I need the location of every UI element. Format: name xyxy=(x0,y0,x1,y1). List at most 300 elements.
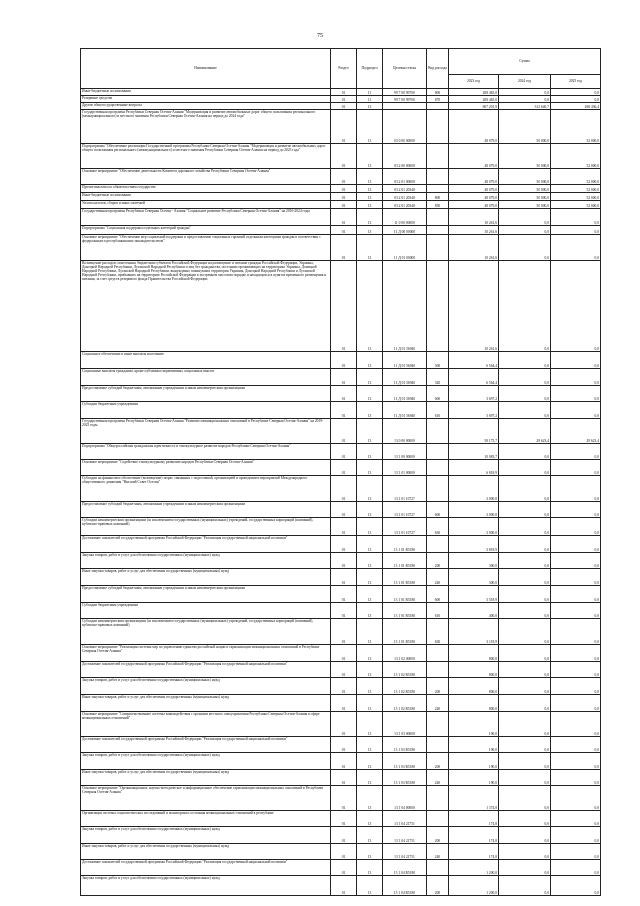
row-target-article: 13 1 03 R5180 xyxy=(383,753,427,770)
row-target-article: 13 1 04 00000 xyxy=(383,786,427,811)
row-name: Другие общегосударственные вопросы xyxy=(81,103,331,110)
row-amount-2024: 0,0 xyxy=(499,827,551,844)
row-section: 01 xyxy=(331,89,357,96)
row-section: 01 xyxy=(331,144,357,169)
row-amount-2024: 0,0 xyxy=(499,860,551,876)
row-subsection: 13 xyxy=(357,619,383,645)
row-amount-2025: 0,0 xyxy=(551,662,601,678)
row-subsection: 13 xyxy=(357,811,383,827)
row-target-article: 11 0 00 00000 xyxy=(383,209,427,226)
row-name: Основное мероприятие "Организационное, научно-методическое и информационное обеспечение гармонизации межнациональных отношений в Республике Северная Осетия-Алания" xyxy=(81,786,331,811)
table-row xyxy=(81,460,601,476)
row-amount-2023: 1 200,0 xyxy=(449,860,499,876)
row-amount-2024: 0,0 xyxy=(499,553,551,569)
row-subsection: 13 xyxy=(357,860,383,876)
row-expense-type xyxy=(427,103,449,110)
header-year-2023: 2023 год xyxy=(449,75,499,89)
row-target-article: 13 0 00 00000 xyxy=(383,419,427,444)
header-year-2025: 2025 год xyxy=(551,75,601,89)
row-amount-2023: 3 000,0 xyxy=(449,476,499,502)
row-target-article: 99 7 00 99700 xyxy=(383,89,427,96)
row-amount-2023: 400,0 xyxy=(449,603,499,619)
table-row xyxy=(81,103,601,110)
row-expense-type: 800 xyxy=(427,89,449,96)
row-amount-2025: 0,0 xyxy=(551,553,601,569)
row-section: 01 xyxy=(331,103,357,110)
row-amount-2025: 0,0 xyxy=(551,737,601,753)
row-expense-type: 600 xyxy=(427,586,449,603)
row-amount-2024: 0,0 xyxy=(499,786,551,811)
table-row xyxy=(81,193,601,201)
row-expense-type xyxy=(427,860,449,876)
row-expense-type: 630 xyxy=(427,518,449,536)
row-section: 01 xyxy=(331,209,357,226)
row-amount-2025: 0,0 xyxy=(551,369,601,386)
row-amount-2024: 0,0 xyxy=(499,586,551,603)
table-row xyxy=(81,770,601,786)
row-name: Подпрограмма "Социальная поддержка отдельных категорий граждан" xyxy=(81,226,331,235)
row-amount-2024: 0,0 xyxy=(499,352,551,369)
table-row xyxy=(81,569,601,586)
row-section: 01 xyxy=(331,96,357,103)
row-expense-type xyxy=(427,235,449,261)
row-amount-2024: 0,0 xyxy=(499,712,551,737)
row-amount-2024: 0,0 xyxy=(499,460,551,476)
row-target-article: 13 1 03 R5180 xyxy=(383,737,427,753)
row-amount-2025: 0,0 xyxy=(551,226,601,235)
row-name: Государственная программа Республики Северная Осетия-Алания "Развитие межнациональных отношений в Республике Северная Осетия-Алания" на 2019-2025 годы xyxy=(81,419,331,444)
row-amount-2024: 50 000,0 xyxy=(499,144,551,169)
row-amount-2024: 0,0 xyxy=(499,235,551,261)
row-amount-2025: 0,0 xyxy=(551,235,601,261)
row-subsection: 13 xyxy=(357,476,383,502)
row-amount-2023: 10 261,6 xyxy=(449,209,499,226)
row-target-article: 13 1 03 00000 xyxy=(383,712,427,737)
table-row xyxy=(81,185,601,193)
table-row xyxy=(81,369,601,386)
row-section: 01 xyxy=(331,518,357,536)
table-row xyxy=(81,261,601,352)
row-amount-2023: 48 079,0 xyxy=(449,193,499,201)
row-section: 01 xyxy=(331,419,357,444)
row-amount-2023: 10 261,6 xyxy=(449,261,499,352)
row-target-article: 11 Д 01 56940 xyxy=(383,352,427,369)
header-expense-type: Вид расхода xyxy=(427,49,449,89)
header-subsection: Подраздел xyxy=(357,49,383,89)
row-section: 01 xyxy=(331,645,357,662)
row-name: Уплата налогов, сборов и иных платежей xyxy=(81,201,331,209)
row-expense-type: 240 xyxy=(427,844,449,860)
header-amount: Сумма xyxy=(449,49,601,75)
row-name: Субсидии бюджетным учреждениям xyxy=(81,603,331,619)
row-name: Достижение показателей государственной программы Российской Федерации "Реализация государственной национальной политики" xyxy=(81,737,331,753)
row-expense-type xyxy=(427,662,449,678)
row-subsection: 13 xyxy=(357,169,383,185)
row-amount-2025: 0,0 xyxy=(551,476,601,502)
row-expense-type xyxy=(427,645,449,662)
row-amount-2025: 0,0 xyxy=(551,518,601,536)
row-amount-2025: 52 000,0 xyxy=(551,169,601,185)
row-amount-2024: 50 000,0 xyxy=(499,193,551,201)
table-row xyxy=(81,827,601,844)
row-target-article: 11 Д 01 56940 xyxy=(383,261,427,352)
row-expense-type xyxy=(427,737,449,753)
row-target-article: 11 Д 01 56940 xyxy=(383,369,427,386)
row-amount-2024: 0,0 xyxy=(499,386,551,402)
row-subsection: 13 xyxy=(357,103,383,110)
row-section: 01 xyxy=(331,678,357,695)
row-section: 01 xyxy=(331,476,357,502)
row-subsection: 13 xyxy=(357,261,383,352)
row-target-article: 13 1 01 10727 xyxy=(383,476,427,502)
row-amount-2023: 1 374,8 xyxy=(449,786,499,811)
row-subsection: 13 xyxy=(357,419,383,444)
row-section: 01 xyxy=(331,844,357,860)
row-subsection: 13 xyxy=(357,369,383,386)
row-amount-2023: 800,0 xyxy=(449,662,499,678)
row-section: 01 xyxy=(331,569,357,586)
row-amount-2024: 0,0 xyxy=(499,89,551,96)
row-amount-2023: 3 818,9 xyxy=(449,536,499,553)
row-expense-type: 600 xyxy=(427,502,449,518)
row-amount-2024: 0,0 xyxy=(499,209,551,226)
row-amount-2024: 0,0 xyxy=(499,476,551,502)
row-amount-2024: 0,0 xyxy=(499,603,551,619)
row-expense-type xyxy=(427,209,449,226)
table-row xyxy=(81,695,601,712)
row-amount-2025: 0,0 xyxy=(551,712,601,737)
row-amount-2025: 0,0 xyxy=(551,786,601,811)
row-target-article: 13 1 00 00000 xyxy=(383,444,427,460)
row-section: 01 xyxy=(331,110,357,144)
row-expense-type: 610 xyxy=(427,402,449,419)
row-target-article: 11 Д 01 00000 xyxy=(383,235,427,261)
row-target-article: 13 1 02 00000 xyxy=(383,645,427,662)
row-subsection: 13 xyxy=(357,695,383,712)
row-target-article: 99 7 00 99700 xyxy=(383,96,427,103)
row-expense-type: 610 xyxy=(427,603,449,619)
row-name: Предоставление субсидий бюджетным, автономным учреждениям и иным некоммерческим организациям xyxy=(81,386,331,402)
header-year-2024: 2024 год xyxy=(499,75,551,89)
row-subsection: 11 xyxy=(357,96,383,103)
row-expense-type xyxy=(427,110,449,144)
row-amount-2023: 48 079,0 xyxy=(449,110,499,144)
row-amount-2025: 0,0 xyxy=(551,695,601,712)
row-target-article: 13 1 04 R5180 xyxy=(383,860,427,876)
table-row xyxy=(81,476,601,502)
table-row xyxy=(81,811,601,827)
row-amount-2024: 0,0 xyxy=(499,536,551,553)
row-amount-2023: 6 818,9 xyxy=(449,460,499,476)
row-amount-2025: 0,0 xyxy=(551,876,601,896)
row-subsection: 13 xyxy=(357,844,383,860)
row-amount-2023: 10 083,7 xyxy=(449,444,499,460)
row-expense-type: 200 xyxy=(427,753,449,770)
row-amount-2025: 0,0 xyxy=(551,386,601,402)
row-expense-type xyxy=(427,144,449,169)
row-expense-type: 240 xyxy=(427,770,449,786)
row-amount-2025: 0,0 xyxy=(551,645,601,662)
row-target-article: 03 2 01 00000 xyxy=(383,169,427,185)
row-amount-2024: 0,0 xyxy=(499,518,551,536)
row-amount-2025: 0,0 xyxy=(551,770,601,786)
row-amount-2025: 0,0 xyxy=(551,536,601,553)
row-amount-2023: 3 118,9 xyxy=(449,619,499,645)
row-section: 01 xyxy=(331,169,357,185)
row-name: Основное мероприятие "Обеспечение деятельности Комитета дорожного хозяйства Республики Северная Осетия-Алания" xyxy=(81,169,331,185)
row-amount-2025: 0,0 xyxy=(551,586,601,603)
table-row xyxy=(81,619,601,645)
row-amount-2025: 52 000,0 xyxy=(551,144,601,169)
table-row xyxy=(81,844,601,860)
row-section: 01 xyxy=(331,695,357,712)
row-name: Подпрограмма "Обеспечение реализации Государственной программы Республики Северная Осетия-Алания "Модернизация и развитие автомобильных дорог общего пользования регионального (межмуниципального) и местного значения Республики Северная Осетия-Алания на период до 2023 года" xyxy=(81,144,331,169)
row-name: Государственная программа Республики Северная Осетия - Алания "Социальное развитие Республики Северная Осетия-Алания" на 2016-2024 годы xyxy=(81,209,331,226)
row-target-article: 13 1 01 R5180 xyxy=(383,586,427,603)
table-row xyxy=(81,753,601,770)
row-expense-type: 870 xyxy=(427,96,449,103)
table-row xyxy=(81,169,601,185)
row-expense-type xyxy=(427,712,449,737)
row-amount-2024: 0,0 xyxy=(499,569,551,586)
row-expense-type xyxy=(427,226,449,235)
row-amount-2025: 0,0 xyxy=(551,444,601,460)
row-amount-2024: 50 000,0 xyxy=(499,169,551,185)
row-subsection: 13 xyxy=(357,536,383,553)
row-name: Государственная программа Республики Северная Осетия-Алания "Модернизация и развитие автомобильных дорог общего пользования регионального (межмуниципального) и местного значения Республики Северная Осетия-Алания на период до 2024 года" xyxy=(81,110,331,144)
row-section: 01 xyxy=(331,553,357,569)
row-name: Возмещение расходов, понесенных бюджетами субъектов Российской Федерации на размещение и питание граждан Российской Федерации, Украины, Донецкой Народной Республики, Луганской Народной Республики и лиц без гражданства, постоянно проживающих на территориях Украины, Донецкой Народной Республики, Луганской Народной Республики, вынужденно покинувших территории Украины, Донецкой Народной Республики и Луганской Народной Республики, прибывших на территорию Российской Федерации в экстренном массовом порядке и находящихся в пунктах временного размещения и питания, за счет средств резервного фонда Правительства Российской Федерации xyxy=(81,261,331,352)
row-amount-2023: 607 201,9 xyxy=(449,103,499,110)
row-amount-2024: 29 623,4 xyxy=(499,419,551,444)
row-amount-2023: 300,0 xyxy=(449,569,499,586)
header-target-article: Целевая статья xyxy=(383,49,427,89)
row-subsection: 13 xyxy=(357,678,383,695)
row-expense-type xyxy=(427,169,449,185)
row-subsection: 13 xyxy=(357,518,383,536)
row-name: Достижение показателей государственной программы Российской Федерации "Реализация государственной национальной политики" xyxy=(81,860,331,876)
row-amount-2025: 0,0 xyxy=(551,844,601,860)
row-subsection: 13 xyxy=(357,235,383,261)
row-amount-2025: 52 000,0 xyxy=(551,201,601,209)
row-amount-2023: 800,0 xyxy=(449,678,499,695)
row-target-article: 13 1 03 R5180 xyxy=(383,770,427,786)
row-target-article: 03 2 01 20340 xyxy=(383,201,427,209)
row-amount-2023: 3 000,0 xyxy=(449,502,499,518)
row-expense-type xyxy=(427,786,449,811)
row-target-article xyxy=(383,103,427,110)
row-expense-type: 630 xyxy=(427,619,449,645)
table-row xyxy=(81,712,601,737)
row-subsection: 13 xyxy=(357,603,383,619)
table-row xyxy=(81,553,601,569)
row-amount-2025: 0,0 xyxy=(551,96,601,103)
row-expense-type xyxy=(427,419,449,444)
row-expense-type: 300 xyxy=(427,352,449,369)
row-amount-2024: 0,0 xyxy=(499,226,551,235)
row-section: 01 xyxy=(331,662,357,678)
row-name: Подпрограмма "Общероссийская гражданская идентичность и этнокультурное развитие народов Республики Северная Осетия-Алания" xyxy=(81,444,331,460)
row-amount-2024: 0,0 xyxy=(499,753,551,770)
row-subsection: 13 xyxy=(357,770,383,786)
row-amount-2023: 6 564,4 xyxy=(449,352,499,369)
row-name: Закупка товаров, работ и услуг для обеспечения государственных (муниципальных) нужд xyxy=(81,553,331,569)
row-amount-2023: 10 261,6 xyxy=(449,226,499,235)
row-amount-2024: 0,0 xyxy=(499,662,551,678)
row-name: Иные бюджетные ассигнования xyxy=(81,89,331,96)
row-target-article: 13 1 04 R5180 xyxy=(383,876,427,896)
row-section: 01 xyxy=(331,352,357,369)
row-amount-2023: 800,0 xyxy=(449,695,499,712)
row-section: 01 xyxy=(331,770,357,786)
table-row xyxy=(81,402,601,419)
row-section: 01 xyxy=(331,201,357,209)
row-amount-2024: 0,0 xyxy=(499,876,551,896)
row-amount-2024: 0,0 xyxy=(499,645,551,662)
row-amount-2024: 0,0 xyxy=(499,444,551,460)
row-subsection: 13 xyxy=(357,569,383,586)
row-amount-2023: 190,0 xyxy=(449,753,499,770)
row-amount-2023: 300,0 xyxy=(449,553,499,569)
row-amount-2024: 0,0 xyxy=(499,770,551,786)
row-amount-2023: 3 697,2 xyxy=(449,386,499,402)
table-row xyxy=(81,876,601,896)
row-amount-2024: 0,0 xyxy=(499,619,551,645)
row-amount-2025: 29 623,4 xyxy=(551,419,601,444)
row-subsection: 13 xyxy=(357,402,383,419)
row-name: Субсидии бюджетным учреждениям xyxy=(81,402,331,419)
table-row xyxy=(81,386,601,402)
row-section: 01 xyxy=(331,402,357,419)
row-amount-2024: 0,0 xyxy=(499,811,551,827)
row-amount-2025: 0,0 xyxy=(551,261,601,352)
row-subsection: 13 xyxy=(357,586,383,603)
row-section: 01 xyxy=(331,386,357,402)
row-amount-2023: 48 079,0 xyxy=(449,201,499,209)
row-section: 01 xyxy=(331,460,357,476)
row-amount-2025: 0,0 xyxy=(551,402,601,419)
row-expense-type xyxy=(427,460,449,476)
row-name: Достижение показателей государственной программы Российской Федерации "Реализация государственной национальной политики" xyxy=(81,662,331,678)
row-subsection: 13 xyxy=(357,226,383,235)
row-target-article: 11 Д 01 56940 xyxy=(383,386,427,402)
row-amount-2023: 3 000,0 xyxy=(449,518,499,536)
row-target-article: 13 1 02 R5180 xyxy=(383,662,427,678)
row-section: 01 xyxy=(331,235,357,261)
row-amount-2023: 3 697,2 xyxy=(449,402,499,419)
row-section: 01 xyxy=(331,753,357,770)
row-target-article: 11 Д 00 00000 xyxy=(383,226,427,235)
row-amount-2025: 52 000,0 xyxy=(551,185,601,193)
row-section: 01 xyxy=(331,827,357,844)
page-number: 75 xyxy=(317,33,323,39)
row-name: Субсидии некоммерческим организациям (за исключением государственных (муниципальных) учреждений, государственных корпораций (компаний), публично-правовых компаний) xyxy=(81,518,331,536)
table-row xyxy=(81,201,601,209)
row-name: Социальные выплаты гражданам, кроме публичных нормативных социальных выплат xyxy=(81,369,331,386)
row-name: Основное мероприятие "Реализация системы мер по укреплению единства российской нации и гармонизации межнациональных отношений в Республике Северная Осетия-Алания" xyxy=(81,645,331,662)
table-row xyxy=(81,662,601,678)
table-row xyxy=(81,89,601,96)
row-expense-type: 600 xyxy=(427,386,449,402)
table-row xyxy=(81,226,601,235)
row-amount-2023: 190,0 xyxy=(449,770,499,786)
row-target-article: 13 1 01 10727 xyxy=(383,518,427,536)
row-section: 01 xyxy=(331,369,357,386)
row-amount-2025: 0,0 xyxy=(551,860,601,876)
row-amount-2025: 268 436,4 xyxy=(551,103,601,110)
row-amount-2023: 3 518,9 xyxy=(449,586,499,603)
row-expense-type: 200 xyxy=(427,553,449,569)
row-expense-type: 200 xyxy=(427,678,449,695)
table-row xyxy=(81,536,601,553)
table-row xyxy=(81,235,601,261)
row-amount-2023: 48 079,0 xyxy=(449,185,499,193)
row-amount-2025: 0,0 xyxy=(551,502,601,518)
row-expense-type xyxy=(427,536,449,553)
row-section: 01 xyxy=(331,876,357,896)
row-amount-2023: 6 564,4 xyxy=(449,369,499,386)
row-target-article: 13 1 01 R5180 xyxy=(383,569,427,586)
row-subsection: 13 xyxy=(357,737,383,753)
row-amount-2023: 58 175,7 xyxy=(449,419,499,444)
row-subsection: 13 xyxy=(357,553,383,569)
row-target-article: 13 1 04 21751 xyxy=(383,827,427,844)
row-name: Иные бюджетные ассигнования xyxy=(81,193,331,201)
budget-table xyxy=(80,48,601,896)
row-name: Субсидии на финансовое обеспечение (возмещение) затрат, связанных с подготовкой, организацией и проведением мероприятий Международного общественного движения "Высший Совет Осетин" xyxy=(81,476,331,502)
table-row xyxy=(81,860,601,876)
row-amount-2025: 0,0 xyxy=(551,569,601,586)
row-name: Закупка товаров, работ и услуг для обеспечения государственных (муниципальных) нужд xyxy=(81,678,331,695)
row-name: Организация системы социологических исследований и мониторинга состояния межнациональных отношений в республике xyxy=(81,811,331,827)
row-target-article: 13 1 01 R5180 xyxy=(383,553,427,569)
row-amount-2024: 0,0 xyxy=(499,678,551,695)
row-name: Предоставление субсидий бюджетным, автономным учреждениям и иным некоммерческим организациям xyxy=(81,502,331,518)
row-amount-2024: 0,0 xyxy=(499,261,551,352)
row-amount-2023: 174,8 xyxy=(449,844,499,860)
table-row xyxy=(81,502,601,518)
table-row xyxy=(81,603,601,619)
row-section: 01 xyxy=(331,226,357,235)
row-amount-2025: 0,0 xyxy=(551,460,601,476)
table-row xyxy=(81,786,601,811)
row-target-article: 13 1 02 R5180 xyxy=(383,678,427,695)
table-row xyxy=(81,444,601,460)
row-expense-type xyxy=(427,444,449,460)
row-amount-2023: 1 200,0 xyxy=(449,876,499,896)
row-name: Прочие выплаты по обязательствам государства xyxy=(81,185,331,193)
row-subsection: 13 xyxy=(357,110,383,144)
row-amount-2023: 800,0 xyxy=(449,645,499,662)
row-amount-2025: 0,0 xyxy=(551,827,601,844)
row-section: 01 xyxy=(331,261,357,352)
row-amount-2024: 312 640,7 xyxy=(499,103,551,110)
row-name: Иные закупки товаров, работ и услуг для обеспечения государственных (муниципальных) нужд xyxy=(81,844,331,860)
row-subsection: 11 xyxy=(357,89,383,96)
row-expense-type: 200 xyxy=(427,827,449,844)
row-subsection: 13 xyxy=(357,209,383,226)
row-amount-2023: 48 079,0 xyxy=(449,169,499,185)
row-amount-2025: 0,0 xyxy=(551,678,601,695)
row-section: 01 xyxy=(331,193,357,201)
row-section: 01 xyxy=(331,737,357,753)
row-name: Резервные средства xyxy=(81,96,331,103)
table-row xyxy=(81,586,601,603)
row-subsection: 13 xyxy=(357,201,383,209)
row-amount-2024: 0,0 xyxy=(499,737,551,753)
row-subsection: 13 xyxy=(357,645,383,662)
row-section: 01 xyxy=(331,712,357,737)
